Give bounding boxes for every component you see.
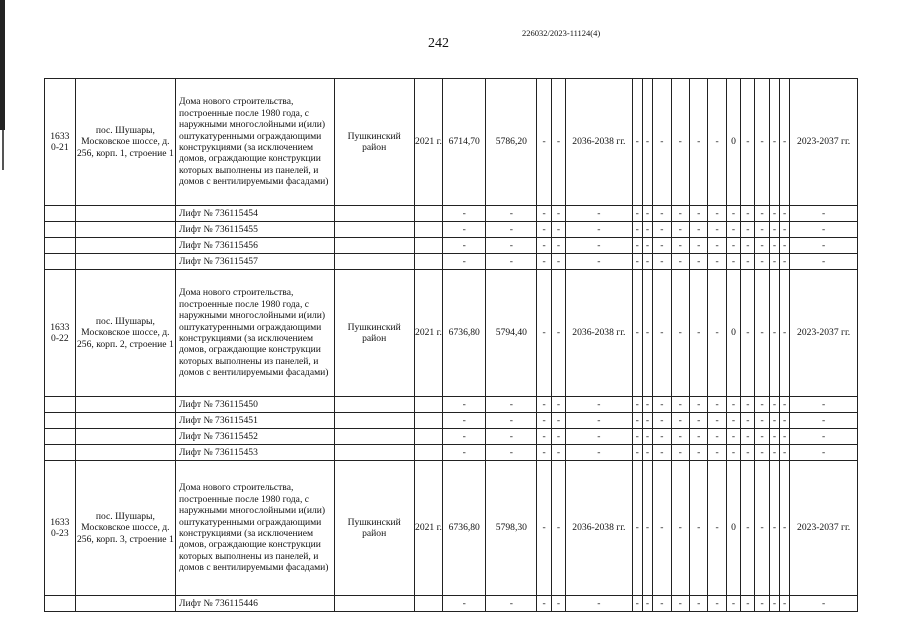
- lift-value-cell: -: [790, 429, 858, 445]
- lift-value-cell: -: [726, 238, 740, 254]
- lift-value-cell: -: [780, 397, 790, 413]
- lift-value-cell: -: [780, 596, 790, 612]
- value-cell-c11: -: [632, 79, 642, 206]
- living-area-cell: 5798,30: [486, 461, 537, 596]
- lift-value-cell: -: [566, 413, 633, 429]
- year-cell: 2021 г.: [414, 79, 443, 206]
- building-row: [45, 79, 858, 206]
- lift-value-cell: -: [671, 206, 689, 222]
- lift-value-cell: -: [551, 445, 565, 461]
- value-cell-c15: -: [689, 461, 707, 596]
- empty-cell: [334, 397, 414, 413]
- value-cell-period: 2036-2038 гг.: [566, 79, 633, 206]
- record-id: 1633 0-21: [45, 79, 76, 206]
- lift-value-cell: -: [708, 254, 726, 270]
- lift-value-cell: -: [551, 206, 565, 222]
- value-cell-c14: -: [671, 461, 689, 596]
- lift-value-cell: -: [443, 206, 486, 222]
- lift-row: [45, 222, 858, 238]
- lift-value-cell: -: [551, 429, 565, 445]
- empty-cell: [414, 596, 443, 612]
- lift-value-cell: -: [671, 413, 689, 429]
- value-cell-c18: -: [741, 461, 755, 596]
- lift-value-cell: -: [632, 397, 642, 413]
- lift-value-cell: -: [790, 222, 858, 238]
- lift-value-cell: -: [790, 596, 858, 612]
- lift-label: Лифт № 736115456: [176, 238, 335, 254]
- lift-value-cell: -: [726, 445, 740, 461]
- lift-value-cell: -: [780, 254, 790, 270]
- empty-cell: [414, 397, 443, 413]
- lift-value-cell: -: [769, 238, 779, 254]
- empty-cell: [45, 429, 76, 445]
- lift-value-cell: -: [551, 222, 565, 238]
- lift-value-cell: -: [755, 429, 769, 445]
- empty-cell: [334, 254, 414, 270]
- empty-cell: [334, 238, 414, 254]
- lift-value-cell: -: [769, 429, 779, 445]
- lift-value-cell: -: [642, 413, 652, 429]
- lift-value-cell: -: [443, 238, 486, 254]
- lift-label: Лифт № 736115457: [176, 254, 335, 270]
- lift-value-cell: -: [537, 222, 551, 238]
- empty-cell: [334, 445, 414, 461]
- lift-row: [45, 429, 858, 445]
- lift-value-cell: -: [653, 413, 671, 429]
- lift-value-cell: -: [790, 254, 858, 270]
- lift-value-cell: -: [653, 206, 671, 222]
- empty-cell: [45, 206, 76, 222]
- lift-value-cell: -: [632, 429, 642, 445]
- value-cell-c14: -: [671, 270, 689, 397]
- lift-value-cell: -: [537, 206, 551, 222]
- empty-cell: [414, 206, 443, 222]
- lift-value-cell: -: [741, 254, 755, 270]
- value-cell-c8: -: [537, 79, 551, 206]
- empty-cell: [414, 254, 443, 270]
- lift-value-cell: -: [726, 397, 740, 413]
- address-cell: пос. Шушары, Московское шоссе, д. 256, корп. 2, строение 1: [75, 270, 175, 397]
- lift-value-cell: -: [708, 445, 726, 461]
- lift-value-cell: -: [653, 429, 671, 445]
- lift-value-cell: -: [741, 429, 755, 445]
- lift-value-cell: -: [741, 397, 755, 413]
- lift-value-cell: -: [486, 238, 537, 254]
- lift-value-cell: -: [653, 222, 671, 238]
- lift-value-cell: -: [741, 206, 755, 222]
- lift-value-cell: -: [537, 238, 551, 254]
- lift-value-cell: -: [671, 429, 689, 445]
- value-cell-c18: -: [741, 270, 755, 397]
- registry-table: [44, 78, 858, 612]
- lift-value-cell: -: [689, 397, 707, 413]
- value-cell-c17: 0: [726, 461, 740, 596]
- empty-cell: [45, 445, 76, 461]
- lift-value-cell: -: [537, 413, 551, 429]
- lift-value-cell: -: [486, 222, 537, 238]
- lift-value-cell: -: [689, 413, 707, 429]
- scan-edge-mark: [2, 130, 4, 170]
- lift-value-cell: -: [726, 413, 740, 429]
- value-cell-c12: -: [642, 270, 652, 397]
- lift-value-cell: -: [741, 596, 755, 612]
- lift-value-cell: -: [769, 445, 779, 461]
- lift-value-cell: -: [671, 222, 689, 238]
- record-id: 1633 0-22: [45, 270, 76, 397]
- lift-label: Лифт № 736115452: [176, 429, 335, 445]
- lift-label: Лифт № 736115450: [176, 397, 335, 413]
- lift-value-cell: -: [790, 206, 858, 222]
- district-cell: Пушкинский район: [334, 270, 414, 397]
- lift-value-cell: -: [708, 206, 726, 222]
- value-cell-c13: -: [653, 270, 671, 397]
- empty-cell: [75, 206, 175, 222]
- empty-cell: [414, 238, 443, 254]
- record-id: 1633 0-23: [45, 461, 76, 596]
- empty-cell: [414, 222, 443, 238]
- empty-cell: [414, 413, 443, 429]
- lift-value-cell: -: [726, 206, 740, 222]
- lift-value-cell: -: [566, 222, 633, 238]
- lift-value-cell: -: [755, 397, 769, 413]
- lift-value-cell: -: [486, 397, 537, 413]
- lift-value-cell: -: [443, 413, 486, 429]
- value-cell-c13: -: [653, 461, 671, 596]
- value-cell-c16: -: [708, 270, 726, 397]
- value-cell-c11: -: [632, 270, 642, 397]
- lift-value-cell: -: [780, 429, 790, 445]
- empty-cell: [45, 413, 76, 429]
- empty-cell: [414, 429, 443, 445]
- lift-value-cell: -: [755, 222, 769, 238]
- year-cell: 2021 г.: [414, 461, 443, 596]
- total-area-cell: 6714,70: [443, 79, 486, 206]
- lift-value-cell: -: [780, 413, 790, 429]
- lift-value-cell: -: [632, 206, 642, 222]
- lift-value-cell: -: [486, 445, 537, 461]
- empty-cell: [45, 238, 76, 254]
- district-cell: Пушкинский район: [334, 79, 414, 206]
- lift-value-cell: -: [689, 222, 707, 238]
- lift-value-cell: -: [653, 238, 671, 254]
- lift-value-cell: -: [689, 596, 707, 612]
- lift-value-cell: -: [642, 596, 652, 612]
- lift-row: [45, 413, 858, 429]
- year-cell: 2021 г.: [414, 270, 443, 397]
- total-area-cell: 6736,80: [443, 461, 486, 596]
- value-cell-c21: -: [780, 270, 790, 397]
- lift-value-cell: -: [653, 445, 671, 461]
- lift-value-cell: -: [769, 413, 779, 429]
- value-cell-c21: -: [780, 79, 790, 206]
- lift-value-cell: -: [653, 254, 671, 270]
- value-cell-repair_period: 2023-2037 гг.: [790, 270, 858, 397]
- lift-value-cell: -: [486, 596, 537, 612]
- lift-value-cell: -: [443, 445, 486, 461]
- lift-value-cell: -: [780, 206, 790, 222]
- lift-value-cell: -: [642, 238, 652, 254]
- value-cell-c17: 0: [726, 270, 740, 397]
- lift-label: Лифт № 736115455: [176, 222, 335, 238]
- lift-value-cell: -: [537, 254, 551, 270]
- lift-value-cell: -: [537, 429, 551, 445]
- lift-value-cell: -: [726, 222, 740, 238]
- lift-value-cell: -: [790, 445, 858, 461]
- value-cell-c16: -: [708, 461, 726, 596]
- lift-value-cell: -: [726, 254, 740, 270]
- lift-value-cell: -: [642, 254, 652, 270]
- value-cell-repair_period: 2023-2037 гг.: [790, 79, 858, 206]
- address-cell: пос. Шушары, Московское шоссе, д. 256, корп. 1, строение 1: [75, 79, 175, 206]
- lift-value-cell: -: [726, 429, 740, 445]
- lift-label: Лифт № 736115454: [176, 206, 335, 222]
- lift-value-cell: -: [755, 206, 769, 222]
- empty-cell: [75, 413, 175, 429]
- empty-cell: [75, 429, 175, 445]
- value-cell-c19: -: [755, 270, 769, 397]
- lift-value-cell: -: [486, 254, 537, 270]
- lift-value-cell: -: [632, 222, 642, 238]
- lift-value-cell: -: [653, 596, 671, 612]
- page-number: 242: [428, 36, 449, 51]
- empty-cell: [334, 222, 414, 238]
- lift-value-cell: -: [551, 254, 565, 270]
- empty-cell: [75, 222, 175, 238]
- lift-value-cell: -: [741, 413, 755, 429]
- empty-cell: [75, 397, 175, 413]
- lift-value-cell: -: [780, 222, 790, 238]
- lift-value-cell: -: [632, 238, 642, 254]
- lift-value-cell: -: [566, 397, 633, 413]
- value-cell-c8: -: [537, 270, 551, 397]
- empty-cell: [45, 222, 76, 238]
- lift-value-cell: -: [642, 397, 652, 413]
- lift-row: [45, 254, 858, 270]
- lift-value-cell: -: [486, 413, 537, 429]
- empty-cell: [75, 596, 175, 612]
- value-cell-c12: -: [642, 79, 652, 206]
- lift-value-cell: -: [689, 238, 707, 254]
- lift-value-cell: -: [780, 445, 790, 461]
- lift-value-cell: -: [769, 206, 779, 222]
- lift-value-cell: -: [790, 413, 858, 429]
- lift-row: [45, 596, 858, 612]
- empty-cell: [75, 238, 175, 254]
- lift-value-cell: -: [726, 596, 740, 612]
- empty-cell: [334, 596, 414, 612]
- value-cell-c13: -: [653, 79, 671, 206]
- lift-row: [45, 397, 858, 413]
- lift-value-cell: -: [642, 429, 652, 445]
- value-cell-c20: -: [769, 461, 779, 596]
- value-cell-c19: -: [755, 461, 769, 596]
- lift-value-cell: -: [790, 397, 858, 413]
- lift-value-cell: -: [537, 397, 551, 413]
- living-area-cell: 5794,40: [486, 270, 537, 397]
- lift-value-cell: -: [566, 429, 633, 445]
- lift-value-cell: -: [769, 254, 779, 270]
- lift-value-cell: -: [551, 596, 565, 612]
- lift-value-cell: -: [708, 413, 726, 429]
- lift-value-cell: -: [708, 238, 726, 254]
- lift-value-cell: -: [632, 445, 642, 461]
- empty-cell: [334, 413, 414, 429]
- lift-value-cell: -: [741, 222, 755, 238]
- lift-label: Лифт № 736115451: [176, 413, 335, 429]
- lift-value-cell: -: [443, 429, 486, 445]
- lift-value-cell: -: [755, 596, 769, 612]
- lift-label: Лифт № 736115446: [176, 596, 335, 612]
- building-row: [45, 270, 858, 397]
- lift-value-cell: -: [443, 397, 486, 413]
- lift-value-cell: -: [566, 238, 633, 254]
- lift-value-cell: -: [632, 413, 642, 429]
- lift-value-cell: -: [755, 413, 769, 429]
- lift-value-cell: -: [689, 206, 707, 222]
- lift-value-cell: -: [769, 596, 779, 612]
- lift-value-cell: -: [769, 222, 779, 238]
- empty-cell: [334, 206, 414, 222]
- building-type-cell: Дома нового строительства, построенные после 1980 года, с наружными многослойными и(или) оштукатуренными ограждающими конструкциями (за исключением домов, ограждающие конструкции которых выполнены из панелей, и домов с вентилируемыми фасадами): [176, 270, 335, 397]
- value-cell-c14: -: [671, 79, 689, 206]
- lift-value-cell: -: [653, 397, 671, 413]
- lift-value-cell: -: [708, 397, 726, 413]
- lift-label: Лифт № 736115453: [176, 445, 335, 461]
- empty-cell: [334, 429, 414, 445]
- lift-value-cell: -: [551, 413, 565, 429]
- lift-value-cell: -: [708, 596, 726, 612]
- lift-value-cell: -: [780, 238, 790, 254]
- lift-value-cell: -: [632, 596, 642, 612]
- lift-value-cell: -: [671, 397, 689, 413]
- value-cell-c18: -: [741, 79, 755, 206]
- empty-cell: [45, 596, 76, 612]
- building-row: [45, 461, 858, 596]
- empty-cell: [414, 445, 443, 461]
- lift-value-cell: -: [689, 429, 707, 445]
- lift-value-cell: -: [671, 238, 689, 254]
- lift-value-cell: -: [486, 429, 537, 445]
- value-cell-c8: -: [537, 461, 551, 596]
- total-area-cell: 6736,80: [443, 270, 486, 397]
- lift-value-cell: -: [755, 445, 769, 461]
- registry-table-body: [45, 79, 858, 612]
- value-cell-c17: 0: [726, 79, 740, 206]
- value-cell-repair_period: 2023-2037 гг.: [790, 461, 858, 596]
- value-cell-c20: -: [769, 270, 779, 397]
- empty-cell: [75, 445, 175, 461]
- lift-value-cell: -: [708, 429, 726, 445]
- lift-value-cell: -: [689, 254, 707, 270]
- lift-value-cell: -: [566, 206, 633, 222]
- value-cell-c15: -: [689, 79, 707, 206]
- lift-value-cell: -: [443, 222, 486, 238]
- value-cell-c9: -: [551, 461, 565, 596]
- lift-value-cell: -: [486, 206, 537, 222]
- lift-value-cell: -: [632, 254, 642, 270]
- lift-value-cell: -: [443, 596, 486, 612]
- lift-value-cell: -: [642, 445, 652, 461]
- lift-value-cell: -: [790, 238, 858, 254]
- empty-cell: [45, 254, 76, 270]
- value-cell-c15: -: [689, 270, 707, 397]
- lift-value-cell: -: [566, 596, 633, 612]
- empty-cell: [45, 397, 76, 413]
- lift-value-cell: -: [741, 445, 755, 461]
- lift-value-cell: -: [769, 397, 779, 413]
- lift-value-cell: -: [443, 254, 486, 270]
- lift-value-cell: -: [642, 206, 652, 222]
- lift-value-cell: -: [566, 254, 633, 270]
- value-cell-c11: -: [632, 461, 642, 596]
- value-cell-c9: -: [551, 79, 565, 206]
- building-type-cell: Дома нового строительства, построенные после 1980 года, с наружными многослойными и(или) оштукатуренными ограждающими конструкциями (за исключением домов, ограждающие конструкции которых выполнены из панелей, и домов с вентилируемыми фасадами): [176, 79, 335, 206]
- address-cell: пос. Шушары, Московское шоссе, д. 256, корп. 3, строение 1: [75, 461, 175, 596]
- lift-row: [45, 445, 858, 461]
- value-cell-period: 2036-2038 гг.: [566, 270, 633, 397]
- empty-cell: [75, 254, 175, 270]
- value-cell-c16: -: [708, 79, 726, 206]
- document-code: 226032/2023-11124(4): [522, 28, 601, 38]
- lift-value-cell: -: [755, 254, 769, 270]
- district-cell: Пушкинский район: [334, 461, 414, 596]
- lift-value-cell: -: [671, 254, 689, 270]
- lift-value-cell: -: [642, 222, 652, 238]
- lift-value-cell: -: [755, 238, 769, 254]
- lift-row: [45, 238, 858, 254]
- lift-row: [45, 206, 858, 222]
- lift-value-cell: -: [708, 222, 726, 238]
- lift-value-cell: -: [671, 596, 689, 612]
- value-cell-c19: -: [755, 79, 769, 206]
- lift-value-cell: -: [551, 397, 565, 413]
- value-cell-c9: -: [551, 270, 565, 397]
- scan-edge-mark: [0, 0, 5, 130]
- value-cell-c21: -: [780, 461, 790, 596]
- lift-value-cell: -: [741, 238, 755, 254]
- value-cell-period: 2036-2038 гг.: [566, 461, 633, 596]
- value-cell-c12: -: [642, 461, 652, 596]
- living-area-cell: 5786,20: [486, 79, 537, 206]
- lift-value-cell: -: [537, 596, 551, 612]
- lift-value-cell: -: [689, 445, 707, 461]
- value-cell-c20: -: [769, 79, 779, 206]
- building-type-cell: Дома нового строительства, построенные после 1980 года, с наружными многослойными и(или) оштукатуренными ограждающими конструкциями (за исключением домов, ограждающие конструкции которых выполнены из панелей, и домов с вентилируемыми фасадами): [176, 461, 335, 596]
- lift-value-cell: -: [537, 445, 551, 461]
- lift-value-cell: -: [566, 445, 633, 461]
- lift-value-cell: -: [671, 445, 689, 461]
- lift-value-cell: -: [551, 238, 565, 254]
